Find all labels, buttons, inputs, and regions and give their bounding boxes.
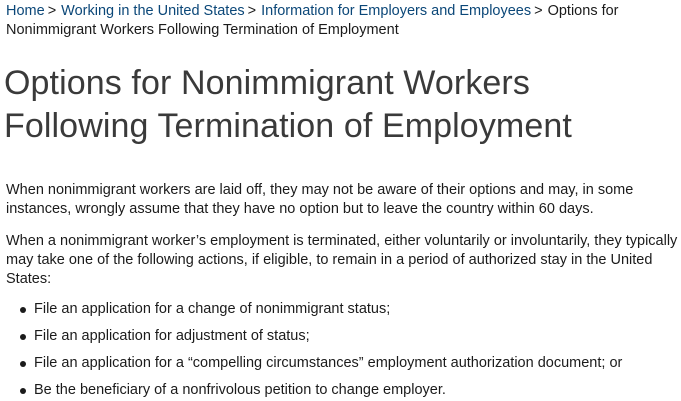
breadcrumb	[6, 2, 674, 40]
bullet-icon	[20, 361, 26, 367]
bullet-icon	[20, 334, 26, 340]
actions-paragraph: When a nonimmigrant worker’s employment is terminated, either voluntarily or involuntarily, they typically may take one of the following actions, if eligible, to remain in a period of authorized stay in the United States:	[6, 233, 678, 287]
breadcrumb-separator: >	[247, 3, 257, 19]
breadcrumb-separator: >	[534, 3, 543, 19]
list-item-text: File an application for adjustment of status;	[34, 328, 310, 344]
breadcrumb-link-employers-employees[interactable]: Information for Employers and Employees	[261, 3, 532, 19]
list-item-text: Be the beneficiary of a nonfrivolous petition to change employer.	[34, 382, 446, 398]
list-item-text: File an application for a “compelling circumstances” employment authorization document; or	[34, 355, 623, 371]
list-item	[0, 323, 681, 350]
list-item-text: File an application for a change of nonimmigrant status;	[34, 301, 391, 317]
list-item	[0, 350, 681, 377]
list-item	[0, 296, 681, 323]
breadcrumb-link-working-in-us[interactable]: Working in the United States	[61, 3, 245, 19]
intro-paragraph: When nonimmigrant workers are laid off, they may not be aware of their options and may, in some instances, wrongly assume that they have no option but to leave the country within 60 days.	[6, 182, 634, 217]
bullet-icon	[20, 388, 26, 394]
page-title: Options for Nonimmigrant Workers Following Termination of Employment	[4, 64, 572, 145]
breadcrumb-current: Options for Nonimmigrant Workers Following Termination of Employment	[6, 3, 619, 38]
breadcrumb-link-home[interactable]: Home	[6, 3, 45, 19]
bullet-icon	[20, 307, 26, 313]
list-item	[0, 377, 681, 401]
options-list	[0, 296, 681, 401]
breadcrumb-separator: >	[47, 3, 57, 19]
